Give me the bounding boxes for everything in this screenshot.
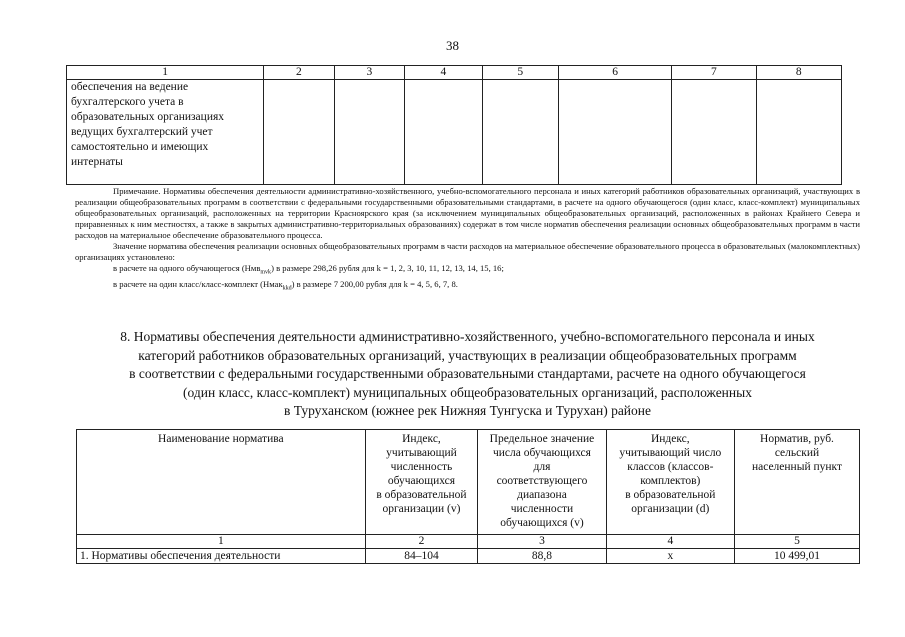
row-norm-name: 1. Нормативы обеспечения деятельности [77, 549, 366, 564]
note-bullet-1-text-a: в расчете на одного обучающегося (Нмв [113, 263, 261, 273]
top-row-description [67, 80, 264, 185]
top-header-cell-6: 6 [559, 66, 672, 80]
top-row-cell-2 [264, 80, 334, 185]
top-row-cell-4 [405, 80, 482, 185]
section-title-line-2: категорий работников образовательных организаций, участвующих в реализации общеобразовательных программ [138, 347, 797, 363]
top-table-row [67, 80, 842, 185]
note-bullet-1-text-b: ) в размере 298,26 рубля для k = 1, 2, 3, 10, 11, 12, 13, 14, 15, 16; [271, 263, 504, 273]
index-cell-3: 3 [478, 535, 606, 549]
row-limit-value: 88,8 [478, 549, 606, 564]
note-bullet-2-text-a: в расчете на один класс/класс-комплект (Нмак [113, 278, 283, 289]
top-header-cell-4: 4 [405, 66, 482, 80]
col3-line-3: для [533, 461, 551, 473]
col3-line-1: Предельное значение [489, 433, 595, 445]
desc-line-2: бухгалтерского учета в [71, 96, 184, 108]
note-bullet-2-text-b: ) в размере 7 200,00 рубля для k = 4, 5, 6, 7, 8. [291, 278, 458, 289]
table-row [77, 549, 860, 564]
index-cell-1: 1 [77, 535, 366, 549]
desc-line-3: образовательных организациях [71, 111, 225, 123]
bottom-table-header-row [77, 430, 860, 535]
top-row-cell-8 [756, 80, 841, 185]
footnote [75, 186, 860, 294]
row-norm-value: 10 499,01 [734, 549, 859, 564]
header-norm-rub [734, 430, 859, 535]
row-class-index: x [606, 549, 734, 564]
note-bullet-1-sub: mvk [260, 269, 272, 276]
index-cell-2: 2 [365, 535, 478, 549]
desc-line-5: самостоятельно и имеющих [71, 141, 209, 153]
col4-line-5: в образовательной [625, 489, 716, 501]
col5-line-2: сельский [774, 447, 820, 459]
note-bullet-1 [75, 263, 860, 279]
top-header-cell-7: 7 [672, 66, 756, 80]
col3-line-6: численности [510, 503, 574, 515]
col4-line-6: организации (d) [631, 503, 710, 515]
col3-line-5: диапазона [517, 489, 567, 501]
header-limit-value [478, 430, 606, 535]
note-paragraph-1: Примечание. Нормативы обеспечения деятельности административно-хозяйственного, учебно-вспомогательного персонала и иных категорий работников образовательных организаций, участвующих в реализации общеобразовательных программ в соответствии с федеральными государственными образовательными стандартами, в расчете на одного обучающегося (один класс, класс-комплект) муниципальных общеобразовательных организаций, расположенных на территории Красноярского края (за исключением муниципальных общеобразовательных организаций, расположенных в районах Крайнего Севера и приравненных к ним местностях, а также в закрытых административно-территориальных образованиях) содержат в том числе норматив обеспечения реализации основных общеобразовательных программ в части расходов на материальное обеспечение образовательного процесса. [75, 186, 860, 240]
top-header-cell-1: 1 [67, 66, 264, 80]
col3-line-2: числа обучающихся [492, 447, 591, 459]
col2-line-1: Индекс, [402, 433, 441, 445]
col2-line-2: учитывающий [386, 447, 457, 459]
col5-line-1: Норматив, руб. [760, 433, 834, 445]
top-row-cell-6 [559, 80, 672, 185]
col4-line-4: комплектов) [640, 475, 701, 487]
col4-line-1: Индекс, [650, 433, 690, 445]
desc-line-1: обеспечения на ведение [71, 81, 189, 93]
col5-line-3: населенный пункт [751, 461, 842, 473]
section-title-line-5: в Туруханском (южнее рек Нижняя Тунгуска и Турухан) районе [284, 403, 651, 418]
section-title [60, 328, 875, 421]
col3-line-7: обучающихся (v) [500, 517, 584, 529]
header-student-index [365, 430, 478, 535]
col2-line-5: в образовательной [376, 489, 467, 501]
col3-line-4: соответствующего [496, 475, 588, 487]
top-table-header-row [67, 66, 842, 80]
col4-line-3: классов (классов- [627, 461, 714, 473]
top-header-cell-8: 8 [756, 66, 841, 80]
col2-line-4: обучающихся [387, 475, 456, 487]
page-number: 38 [446, 38, 459, 53]
bottom-table [76, 429, 860, 564]
note-bullet-2-sub: kkd [282, 285, 292, 292]
index-cell-4: 4 [606, 535, 734, 549]
bottom-table-index-row [77, 535, 860, 549]
col4-line-2: учитывающий число [619, 447, 722, 459]
desc-line-6: интернаты [71, 156, 123, 168]
top-header-cell-2: 2 [264, 66, 334, 80]
top-row-cell-7 [672, 80, 756, 185]
col2-line-3: численность [390, 461, 453, 473]
section-title-line-4: (один класс, класс-комплект) муниципальных общеобразовательных организаций, расположенных [183, 384, 752, 400]
top-header-cell-5: 5 [482, 66, 558, 80]
header-class-index [606, 430, 734, 535]
top-header-cell-3: 3 [334, 66, 404, 80]
section-title-line-1: 8. Нормативы обеспечения деятельности административно-хозяйственного, учебно-вспомогательного персонала и иных [120, 329, 815, 344]
section-title-line-3: в соответствии с федеральными государственными образовательными стандартами, расчете на одного обучающегося [129, 366, 806, 381]
top-row-cell-5 [482, 80, 558, 185]
col2-line-6: организации (v) [382, 503, 461, 515]
top-row-cell-3 [334, 80, 404, 185]
header-norm-name: Наименование норматива [77, 430, 366, 535]
row-student-index: 84–104 [365, 549, 478, 564]
note-paragraph-2: Значение норматива обеспечения реализации основных общеобразовательных программ в части расходов на материальное обеспечение образовательного процесса в образовательных (малокомплектных) организациях установлено: [75, 241, 860, 262]
note-bullet-2 [75, 279, 860, 295]
index-cell-5: 5 [734, 535, 859, 549]
desc-line-4: ведущих бухгалтерский учет [71, 126, 213, 138]
top-table [66, 65, 842, 185]
